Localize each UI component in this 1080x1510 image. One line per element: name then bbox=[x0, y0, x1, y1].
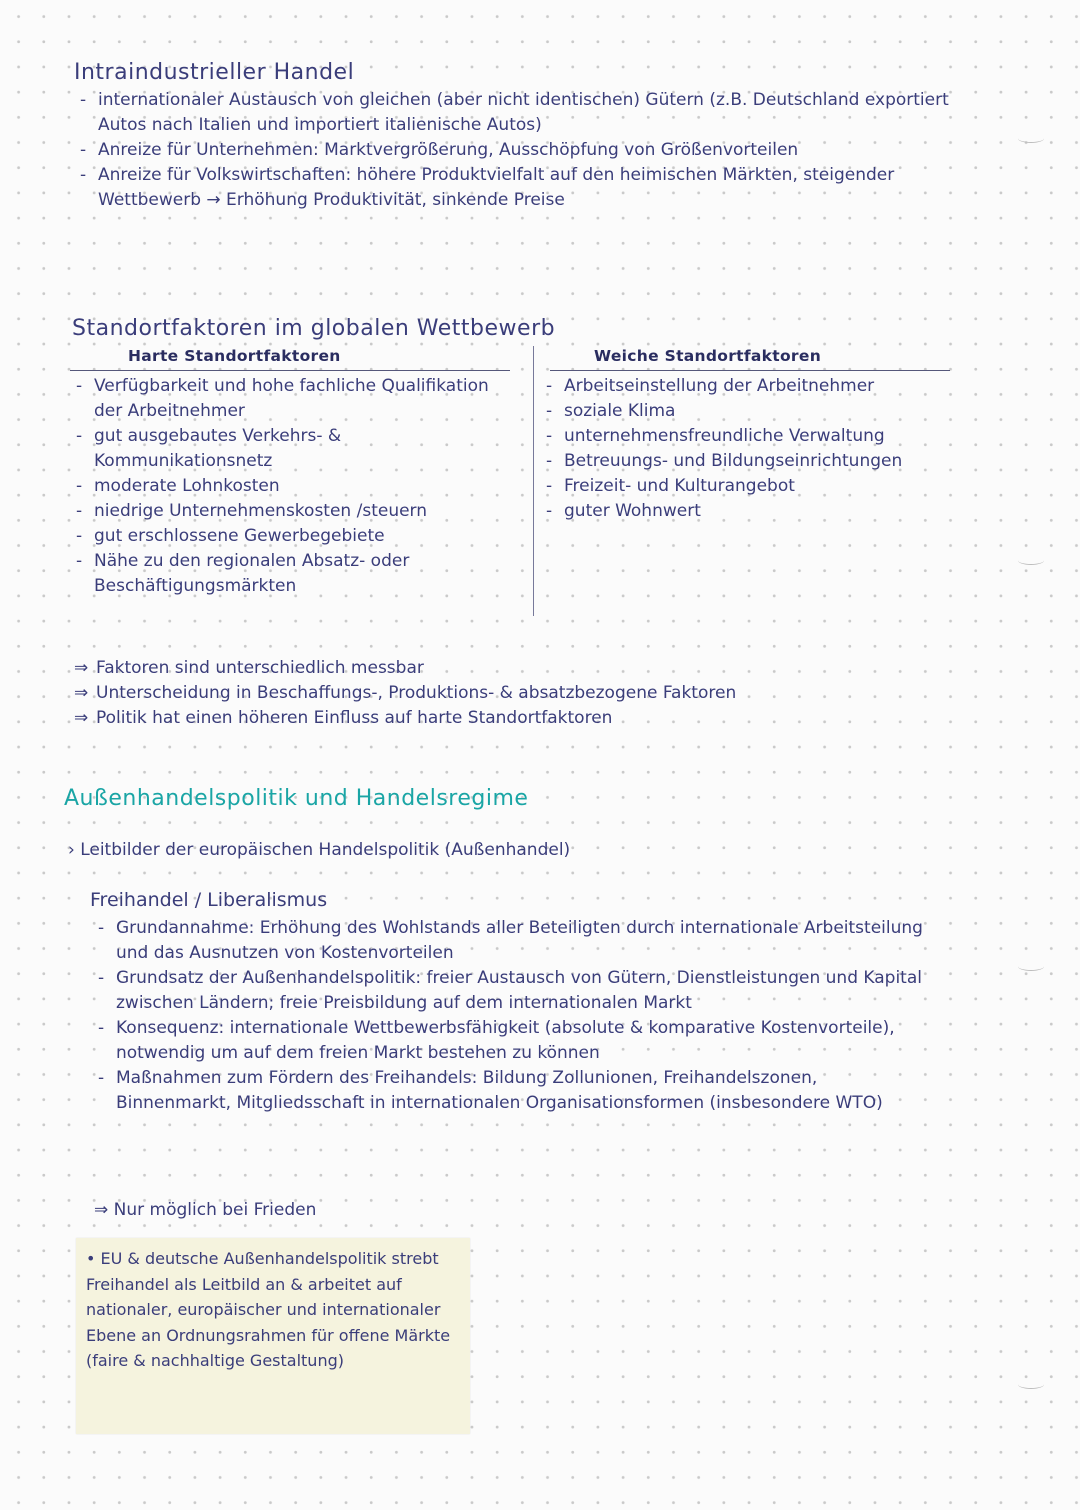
heading-intraindustrieller-handel: Intraindustrieller Handel bbox=[74, 60, 355, 85]
hard-factors-list bbox=[72, 374, 522, 599]
standort-conclusions bbox=[74, 656, 954, 731]
soft-factor-item: - unternehmensfreundliche Verwaltung bbox=[542, 424, 942, 449]
soft-factor-item: - soziale Klima bbox=[542, 399, 942, 424]
table-header-rule-left bbox=[70, 370, 510, 371]
soft-factors-title: Weiche Standortfaktoren bbox=[594, 347, 822, 365]
freihandel-conclusion bbox=[94, 1198, 316, 1223]
soft-factor-item: - guter Wohnwert bbox=[542, 499, 942, 524]
freihandel-list bbox=[94, 916, 924, 1116]
table-column-divider bbox=[533, 346, 534, 616]
soft-factor-item: - Freizeit- und Kulturangebot bbox=[542, 474, 942, 499]
intra-list bbox=[76, 88, 956, 213]
heading-aussenhandelspolitik: Außenhandelspolitik und Handelsregime bbox=[64, 786, 529, 811]
hard-factor-item: - niedrige Unternehmenskosten /steuern bbox=[72, 499, 522, 524]
sticky-note: • EU & deutsche Außenhandelspolitik strebt Freihandel als Leitbild an & arbeitet auf nationaler, europäischer und internationaler Ebene an Ordnungsrahmen für offene Märkte (faire & nachhaltige Gestaltung) bbox=[76, 1238, 470, 1434]
conclusion-item: ⇒ Unterscheidung in Beschaffungs-, Produktions- & absatzbezogene Faktoren bbox=[74, 681, 954, 706]
soft-factor-item: - Arbeitseinstellung der Arbeitnehmer bbox=[542, 374, 942, 399]
table-header-rule-right bbox=[550, 370, 950, 371]
hard-factor-item: - gut erschlossene Gewerbegebiete bbox=[72, 524, 522, 549]
intra-item-3: - Anreize für Volkswirtschaften: höhere Produktvielfalt auf den heimischen Märkten, steigender Wettbewerb → Erhöhung Produktivität, sinkende Preise bbox=[76, 163, 956, 213]
intra-item-2: - Anreize für Unternehmen: Marktvergrößerung, Ausschöpfung von Größenvorteilen bbox=[76, 138, 956, 163]
freihandel-item: - Grundsatz der Außenhandelspolitik: freier Austausch von Gütern, Dienstleistungen und Kapital zwischen Ländern; freie Preisbildung auf dem internationalen Markt bbox=[94, 966, 924, 1016]
intra-item-1: - internationaler Austausch von gleichen (aber nicht identischen) Gütern (z.B. Deutschland exportiert Autos nach Italien und importiert italienische Autos) bbox=[76, 88, 956, 138]
hard-factor-item: - Verfügbarkeit und hohe fachliche Qualifikation der Arbeitnehmer bbox=[72, 374, 522, 424]
ring-hole-mark-3 bbox=[1018, 962, 1044, 971]
double-arrow-icon: ⇒ bbox=[94, 1200, 114, 1220]
freihandel-item: - Konsequenz: internationale Wettbewerbsfähigkeit (absolute & komparative Kostenvorteile), notwendig um auf dem freien Markt bestehen zu können bbox=[94, 1016, 924, 1066]
heading-standortfaktoren: Standortfaktoren im globalen Wettbewerb bbox=[72, 316, 556, 341]
freihandel-item: - Grundannahme: Erhöhung des Wohlstands aller Beteiligten durch internationale Arbeitsteilung und das Ausnutzen von Kostenvorteilen bbox=[94, 916, 924, 966]
conclusion-item: ⇒ Faktoren sind unterschiedlich messbar bbox=[74, 656, 954, 681]
ring-hole-mark-1 bbox=[1018, 134, 1044, 143]
leitbilder-line bbox=[68, 838, 570, 863]
freihandel-item: - Maßnahmen zum Fördern des Freihandels: Bildung Zollunionen, Freihandelszonen, Binnenmarkt, Mitgliedsschaft in internationalen Organisationsformen (insbesondere WTO) bbox=[94, 1066, 924, 1116]
hard-factors-title: Harte Standortfaktoren bbox=[128, 347, 341, 365]
conclusion-item: ⇒ Politik hat einen höheren Einfluss auf harte Standortfaktoren bbox=[74, 706, 954, 731]
ring-hole-mark-2 bbox=[1018, 556, 1044, 565]
soft-factors-list bbox=[542, 374, 942, 524]
hard-factor-item: - gut ausgebautes Verkehrs- & Kommunikationsnetz bbox=[72, 424, 522, 474]
freihandel-conclusion-text: Nur möglich bei Frieden bbox=[113, 1200, 317, 1220]
soft-factor-item: - Betreuungs- und Bildungseinrichtungen bbox=[542, 449, 942, 474]
hard-factor-item: - Nähe zu den regionalen Absatz- oder Beschäftigungsmärkten bbox=[72, 549, 522, 599]
leitbilder-text: Leitbilder der europäischen Handelspolitik (Außenhandel) bbox=[80, 840, 571, 860]
hard-factor-item: - moderate Lohnkosten bbox=[72, 474, 522, 499]
ring-hole-mark-4 bbox=[1018, 1380, 1044, 1389]
chevron-right-icon: › bbox=[68, 840, 81, 860]
freihandel-title: Freihandel / Liberalismus bbox=[90, 889, 328, 911]
